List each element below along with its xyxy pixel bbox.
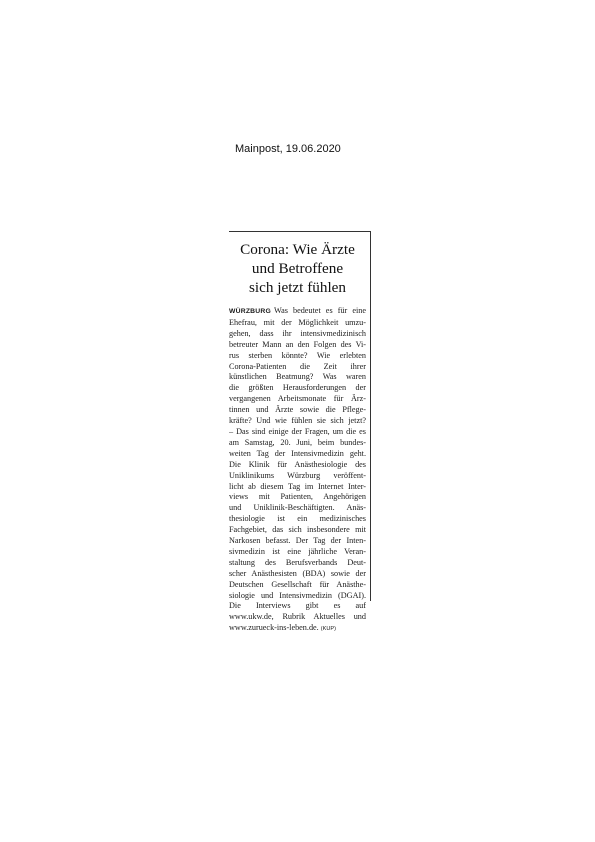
body-line: rus sterben könnte? Wie erlebten <box>229 350 366 360</box>
body-line: gehen, dass ihr intensivmedizinisch <box>229 328 366 338</box>
body-line: Narkosen befasst. Der Tag der Inten- <box>229 536 366 546</box>
body-line-first <box>229 306 366 318</box>
body-line: Die Interviews gibt es auf <box>229 601 366 611</box>
dateline: WÜRZBURG <box>229 308 271 315</box>
body-line: künstlichen Beatmung? Was waren <box>229 372 366 382</box>
body-text-segment: www.zurueck-ins-leben.de. <box>229 623 319 633</box>
body-line: die größten Herausforderungen der <box>229 383 366 393</box>
headline <box>229 240 366 297</box>
body-line: kräfte? Und wie fühlen sie sich jetzt? <box>229 416 366 426</box>
body-line: Die Klinik für Anästhesiologie des <box>229 459 366 469</box>
body-line: Corona-Patienten die Zeit ihrer <box>229 361 366 371</box>
source-citation: Mainpost, 19.06.2020 <box>235 143 341 155</box>
headline-line: sich jetzt fühlen <box>249 279 346 296</box>
body-line: Fachgebiet, das sich insbesondere mit <box>229 525 366 535</box>
headline-line: Corona: Wie Ärzte <box>240 241 355 258</box>
body-line: thesiologie ist ein medizinisches <box>229 514 366 524</box>
body-line: sivmedizin ist eine jährliche Veran- <box>229 546 366 556</box>
body-line-last <box>229 623 366 635</box>
body-line: Deutschen Gesellschaft für Anästhe- <box>229 579 366 589</box>
headline-line: und Betroffene <box>251 260 344 277</box>
body-line: siologie und Intensivmedizin (DGAI). <box>229 590 366 600</box>
body-text-segment: Was bedeutet es für eine <box>274 306 366 315</box>
body-line: vergangenen Arbeitsmonate für Ärz- <box>229 394 366 404</box>
body-line: Uniklinikums Würzburg veröffent- <box>229 470 366 480</box>
body-line: licht ab diesem Tag im Internet Inter- <box>229 481 366 491</box>
body-line: views mit Patienten, Angehörigen <box>229 492 366 502</box>
body-line: staltung des Berufsverbands Deut- <box>229 557 366 567</box>
article <box>229 231 371 633</box>
body-line: weiten Tag der Intensivmedizin geht. <box>229 448 366 458</box>
body-line: Ehefrau, mit der Möglichkeit umzu- <box>229 317 366 327</box>
body-line: und Uniklinik-Beschäftigten. Anäs- <box>229 503 366 513</box>
author-abbreviation: (KUP) <box>320 626 336 633</box>
body-line: – Das sind einige der Fragen, um die es <box>229 426 366 436</box>
body-line: am Samstag, 20. Juni, beim bundes- <box>229 437 366 447</box>
body-line: betreuter Mann an den Folgen des Vi- <box>229 339 366 349</box>
body-line: scher Anästhesisten (BDA) sowie der <box>229 568 366 578</box>
body-line: www.ukw.de, Rubrik Aktuelles und <box>229 612 366 622</box>
body-line: tinnen und Ärzte sowie die Pflege- <box>229 405 366 415</box>
article-body <box>229 306 366 635</box>
